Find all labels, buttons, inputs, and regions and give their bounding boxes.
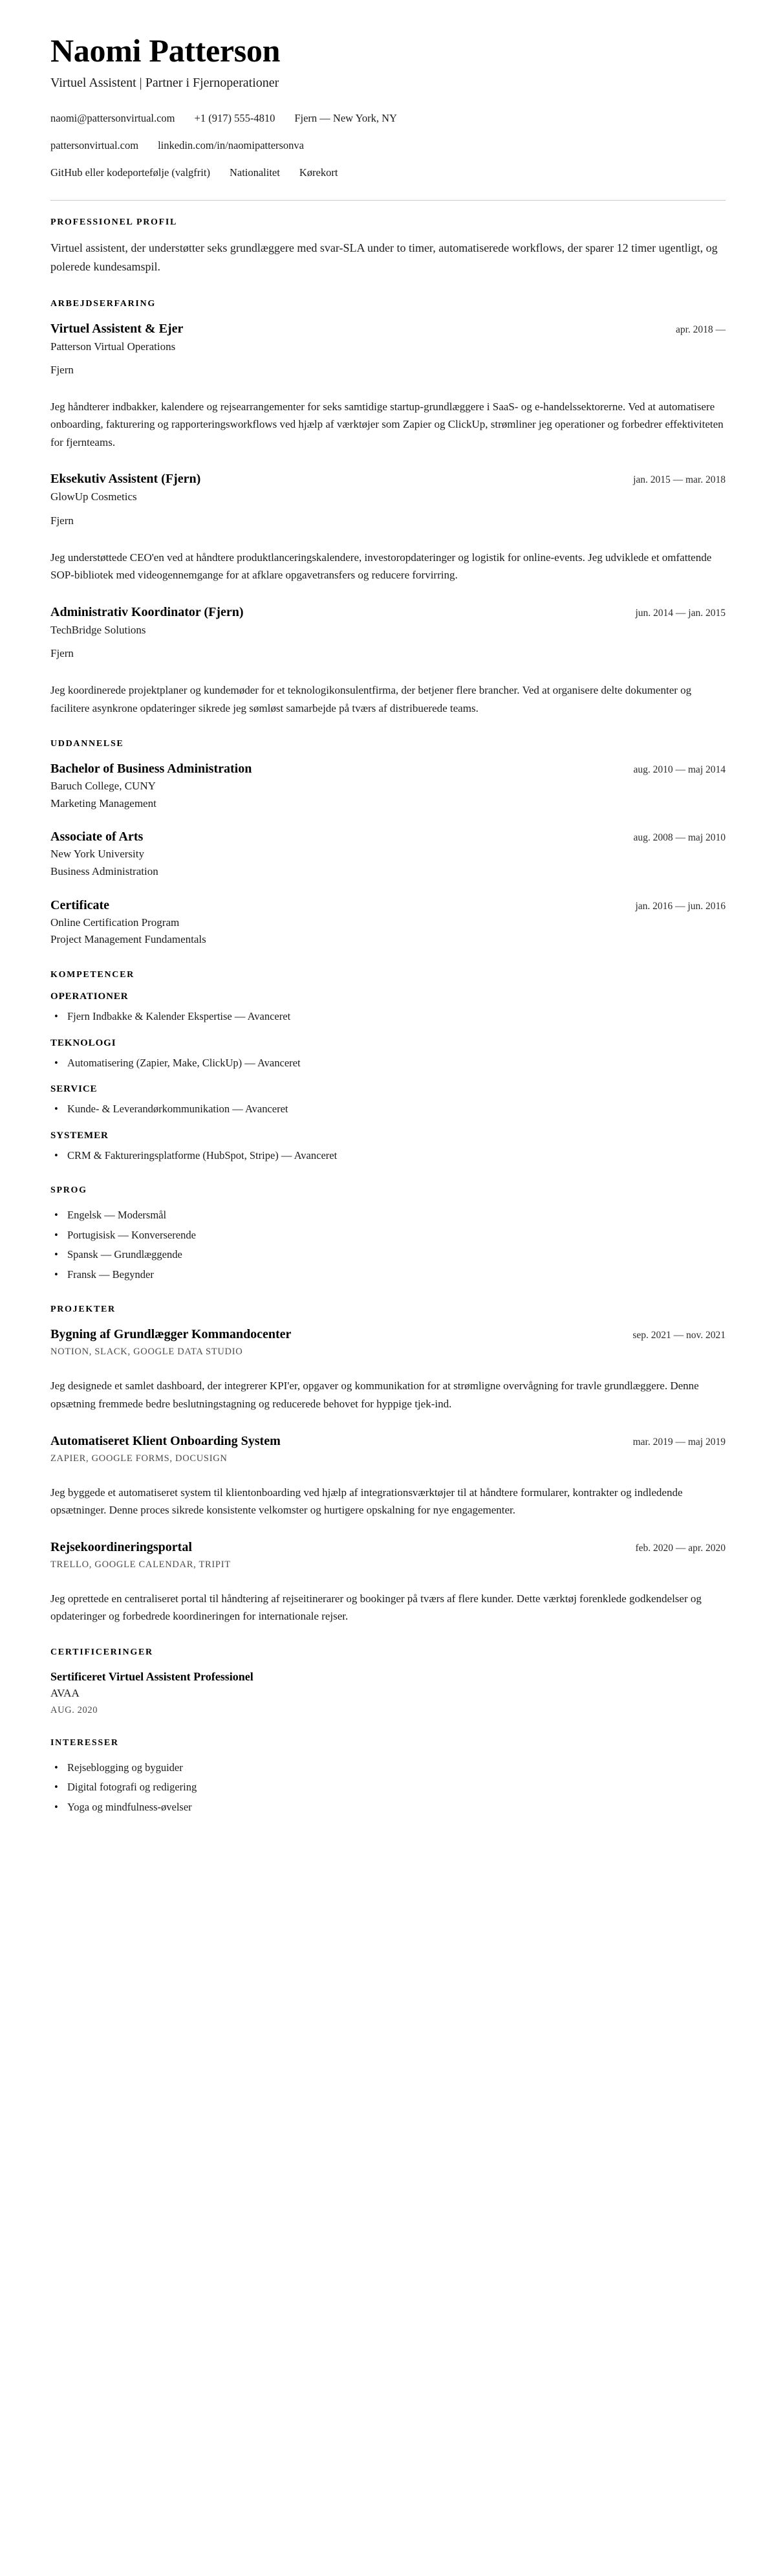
experience-description: Jeg koordinerede projektplaner og kundemøder for et teknologikonsulentfirma, der betjener flere brancher. Ved at organisere delte dokumenter og facilitere asynkrone opdateringer sikrede jeg sømløst samarbejde på tværs af distribuerede teams. [50,684,692,714]
skill-group [50,1038,726,1072]
education-entry [50,828,726,879]
education-entry-head [50,897,726,914]
project-entry [50,1326,726,1413]
experience-entry-head [50,604,726,621]
skill-list [50,1055,726,1072]
section-projects [50,1305,726,1625]
education-school: New York University [50,848,144,861]
language-item: • Engelsk — Modersmål [50,1207,726,1224]
certification-entry [50,1669,726,1716]
education-degree: Bachelor of Business Administration [50,762,252,776]
experience-role: Administrativ Koordinator (Fjern) [50,604,244,619]
project-entry-head [50,1433,726,1449]
experience-date: jun. 2014 — jan. 2015 [635,607,726,619]
project-entry-head [50,1326,726,1343]
profile-summary: Virtuel assistent, der understøtter seks grundlæggere med svar-SLA under to timer, automatiserede workflows, der sparer 12 timer ugentligt, og polerede kundesamspil. [50,241,718,274]
experience-entry [50,470,726,584]
project-entry [50,1433,726,1519]
experience-entry [50,604,726,717]
contact-row-primary [50,111,726,127]
project-name: Rejsekoordineringsportal [50,1539,192,1554]
experience-company: TechBridge Solutions [50,623,146,636]
certification-date: AUG. 2020 [50,1704,98,1715]
experience-company: Patterson Virtual Operations [50,340,176,353]
section-certifications [50,1647,726,1716]
project-entry [50,1539,726,1625]
section-title-profile: PROFESSIONEL PROFIL [50,217,178,228]
experience-role: Eksekutiv Assistent (Fjern) [50,472,201,487]
language-item: • Spansk — Grundlæggende [50,1246,726,1263]
education-date: jan. 2016 — jun. 2016 [635,900,726,912]
skill-category-label: OPERATIONER [50,991,129,1002]
skill-list [50,1008,726,1025]
skill-group [50,991,726,1025]
section-title-education: UDDANNELSE [50,739,124,749]
resume-header [50,34,726,181]
section-title-projects: PROJEKTER [50,1305,116,1315]
experience-location: Fjern [50,364,74,377]
project-tech-stack: ZAPIER, GOOGLE FORMS, DOCUSIGN [50,1453,228,1464]
experience-role: Virtuel Assistent & Ejer [50,321,184,336]
skill-category-label: SERVICE [50,1084,98,1095]
skill-group [50,1130,726,1164]
section-interests [50,1738,726,1816]
candidate-name: Naomi Patterson [50,32,281,69]
project-tech-stack: NOTION, SLACK, GOOGLE DATA STUDIO [50,1347,243,1358]
certification-issuer: AVAA [50,1686,80,1699]
experience-entry-head [50,320,726,337]
experience-entry [50,320,726,452]
education-entry [50,760,726,811]
education-entry-head [50,760,726,777]
project-date: feb. 2020 — apr. 2020 [635,1542,726,1554]
contact-row-links [50,138,726,154]
experience-company: GlowUp Cosmetics [50,490,137,503]
education-school: Online Certification Program [50,916,180,929]
project-description: Jeg designede et samlet dashboard, der integrerer KPI'er, opgaver og kommunikation for at strømligne overvågning for travle grundlæggere. Denne opsætning fremmede bedre beslutningstagning og reducerede behovet for hyppige tjek-ind. [50,1380,699,1410]
project-name: Bygning af Grundlægger Kommandocenter [50,1327,292,1342]
experience-location: Fjern [50,514,74,527]
candidate-headline: Virtuel Assistent | Partner i Fjernoperationer [50,76,279,90]
education-school: Baruch College, CUNY [50,780,156,793]
skill-group [50,1084,726,1117]
project-date: sep. 2021 — nov. 2021 [632,1330,726,1341]
skill-list [50,1147,726,1164]
section-education [50,739,726,948]
experience-entry-head [50,470,726,487]
section-title-skills: KOMPETENCER [50,969,135,980]
education-degree: Certificate [50,897,110,912]
skill-list [50,1101,726,1117]
education-field: Project Management Fundamentals [50,933,206,946]
contact-email[interactable]: naomi@pattersonvirtual.com [50,112,175,124]
experience-location: Fjern [50,647,74,660]
education-entry-head [50,828,726,845]
contact-row-optional [50,165,726,181]
education-date: aug. 2010 — maj 2014 [633,764,726,776]
contact-linkedin[interactable]: linkedin.com/in/naomipattersonva [158,138,305,151]
section-title-languages: SPROG [50,1185,87,1196]
project-name: Automatiseret Klient Onboarding System [50,1433,281,1448]
language-list [50,1207,726,1282]
contact-location: Fjern — New York, NY [294,112,397,124]
interest-item: • Digital fotografi og redigering [50,1779,726,1796]
project-tech-stack: TRELLO, GOOGLE CALENDAR, TRIPIT [50,1559,231,1570]
certification-name: Sertificeret Virtuel Assistent Professionel [50,1669,253,1683]
section-title-experience: ARBEJDSERFARING [50,298,156,309]
skill-category-label: TEKNOLOGI [50,1037,116,1048]
interest-item: • Yoga og mindfulness-øvelser [50,1799,726,1816]
education-entry [50,897,726,948]
skill-item: • Automatisering (Zapier, Make, ClickUp) — Avanceret [50,1055,726,1072]
project-description: Jeg byggede et automatiseret system til klientonboarding ved hjælp af integrationsværktøjer til at håndtere formularer, kontrakter og indledende opsætninger. Denne proces sikrede konsistente velkomster og hurtigere opskalning for nye engagementer. [50,1486,683,1517]
education-field: Business Administration [50,865,158,878]
skill-category-label: SYSTEMER [50,1130,109,1141]
skill-item: • Fjern Indbakke & Kalender Ekspertise — Avanceret [50,1008,726,1025]
contact-nationality-placeholder: Nationalitet [229,166,280,179]
skill-item: • CRM & Faktureringsplatforme (HubSpot, Stripe) — Avanceret [50,1147,726,1164]
contact-driverslicense-placeholder: Kørekort [299,166,338,179]
education-degree: Associate of Arts [50,830,144,844]
language-item: • Fransk — Begynder [50,1266,726,1283]
interest-list [50,1759,726,1816]
project-description: Jeg oprettede en centraliseret portal til håndtering af rejseitinerarer og bookinger på tværs af flere kunder. Dette værktøj forenklede godkendelser og opdateringer og forbedrede koordineringen for internationale rejser. [50,1592,702,1623]
project-date: mar. 2019 — maj 2019 [632,1436,726,1448]
section-title-interests: INTERESSER [50,1737,119,1748]
experience-description: Jeg understøttede CEO'en ved at håndtere produktlanceringskalendere, investoropdateringer og logistik for online-events. Jeg udviklede et omfattende SOP-bibliotek med videogennemgange for at afklare opgavetransfers og reducere forvirring. [50,551,712,582]
interest-item: • Rejseblogging og byguider [50,1759,726,1776]
contact-github-placeholder[interactable]: GitHub eller kodeportefølje (valgfrit) [50,166,210,179]
education-field: Marketing Management [50,797,156,809]
skill-item: • Kunde- & Leverandørkommunikation — Avanceret [50,1101,726,1117]
contact-website[interactable]: pattersonvirtual.com [50,138,139,151]
experience-date: apr. 2018 — [675,324,726,335]
section-languages [50,1185,726,1282]
section-skills [50,970,726,1163]
project-entry-head [50,1539,726,1556]
contact-phone[interactable]: +1 (917) 555-4810 [194,112,275,124]
header-divider [50,200,726,201]
section-experience [50,299,726,718]
language-item: • Portugisisk — Konverserende [50,1227,726,1244]
section-profile [50,217,726,276]
experience-description: Jeg håndterer indbakker, kalendere og rejsearrangementer for seks samtidige startup-grundlæggere i SaaS- og e-handelssektorerne. Ved at automatisere onboarding, fakturering og rapporteringsworkflows ved hjælp af værktøjer som Zapier og ClickUp, strømliner jeg operationer og forbedrer effektiviteten for fjernteams. [50,400,724,448]
education-date: aug. 2008 — maj 2010 [633,832,726,844]
experience-date: jan. 2015 — mar. 2018 [633,474,726,486]
section-title-certifications: CERTIFICERINGER [50,1647,153,1657]
